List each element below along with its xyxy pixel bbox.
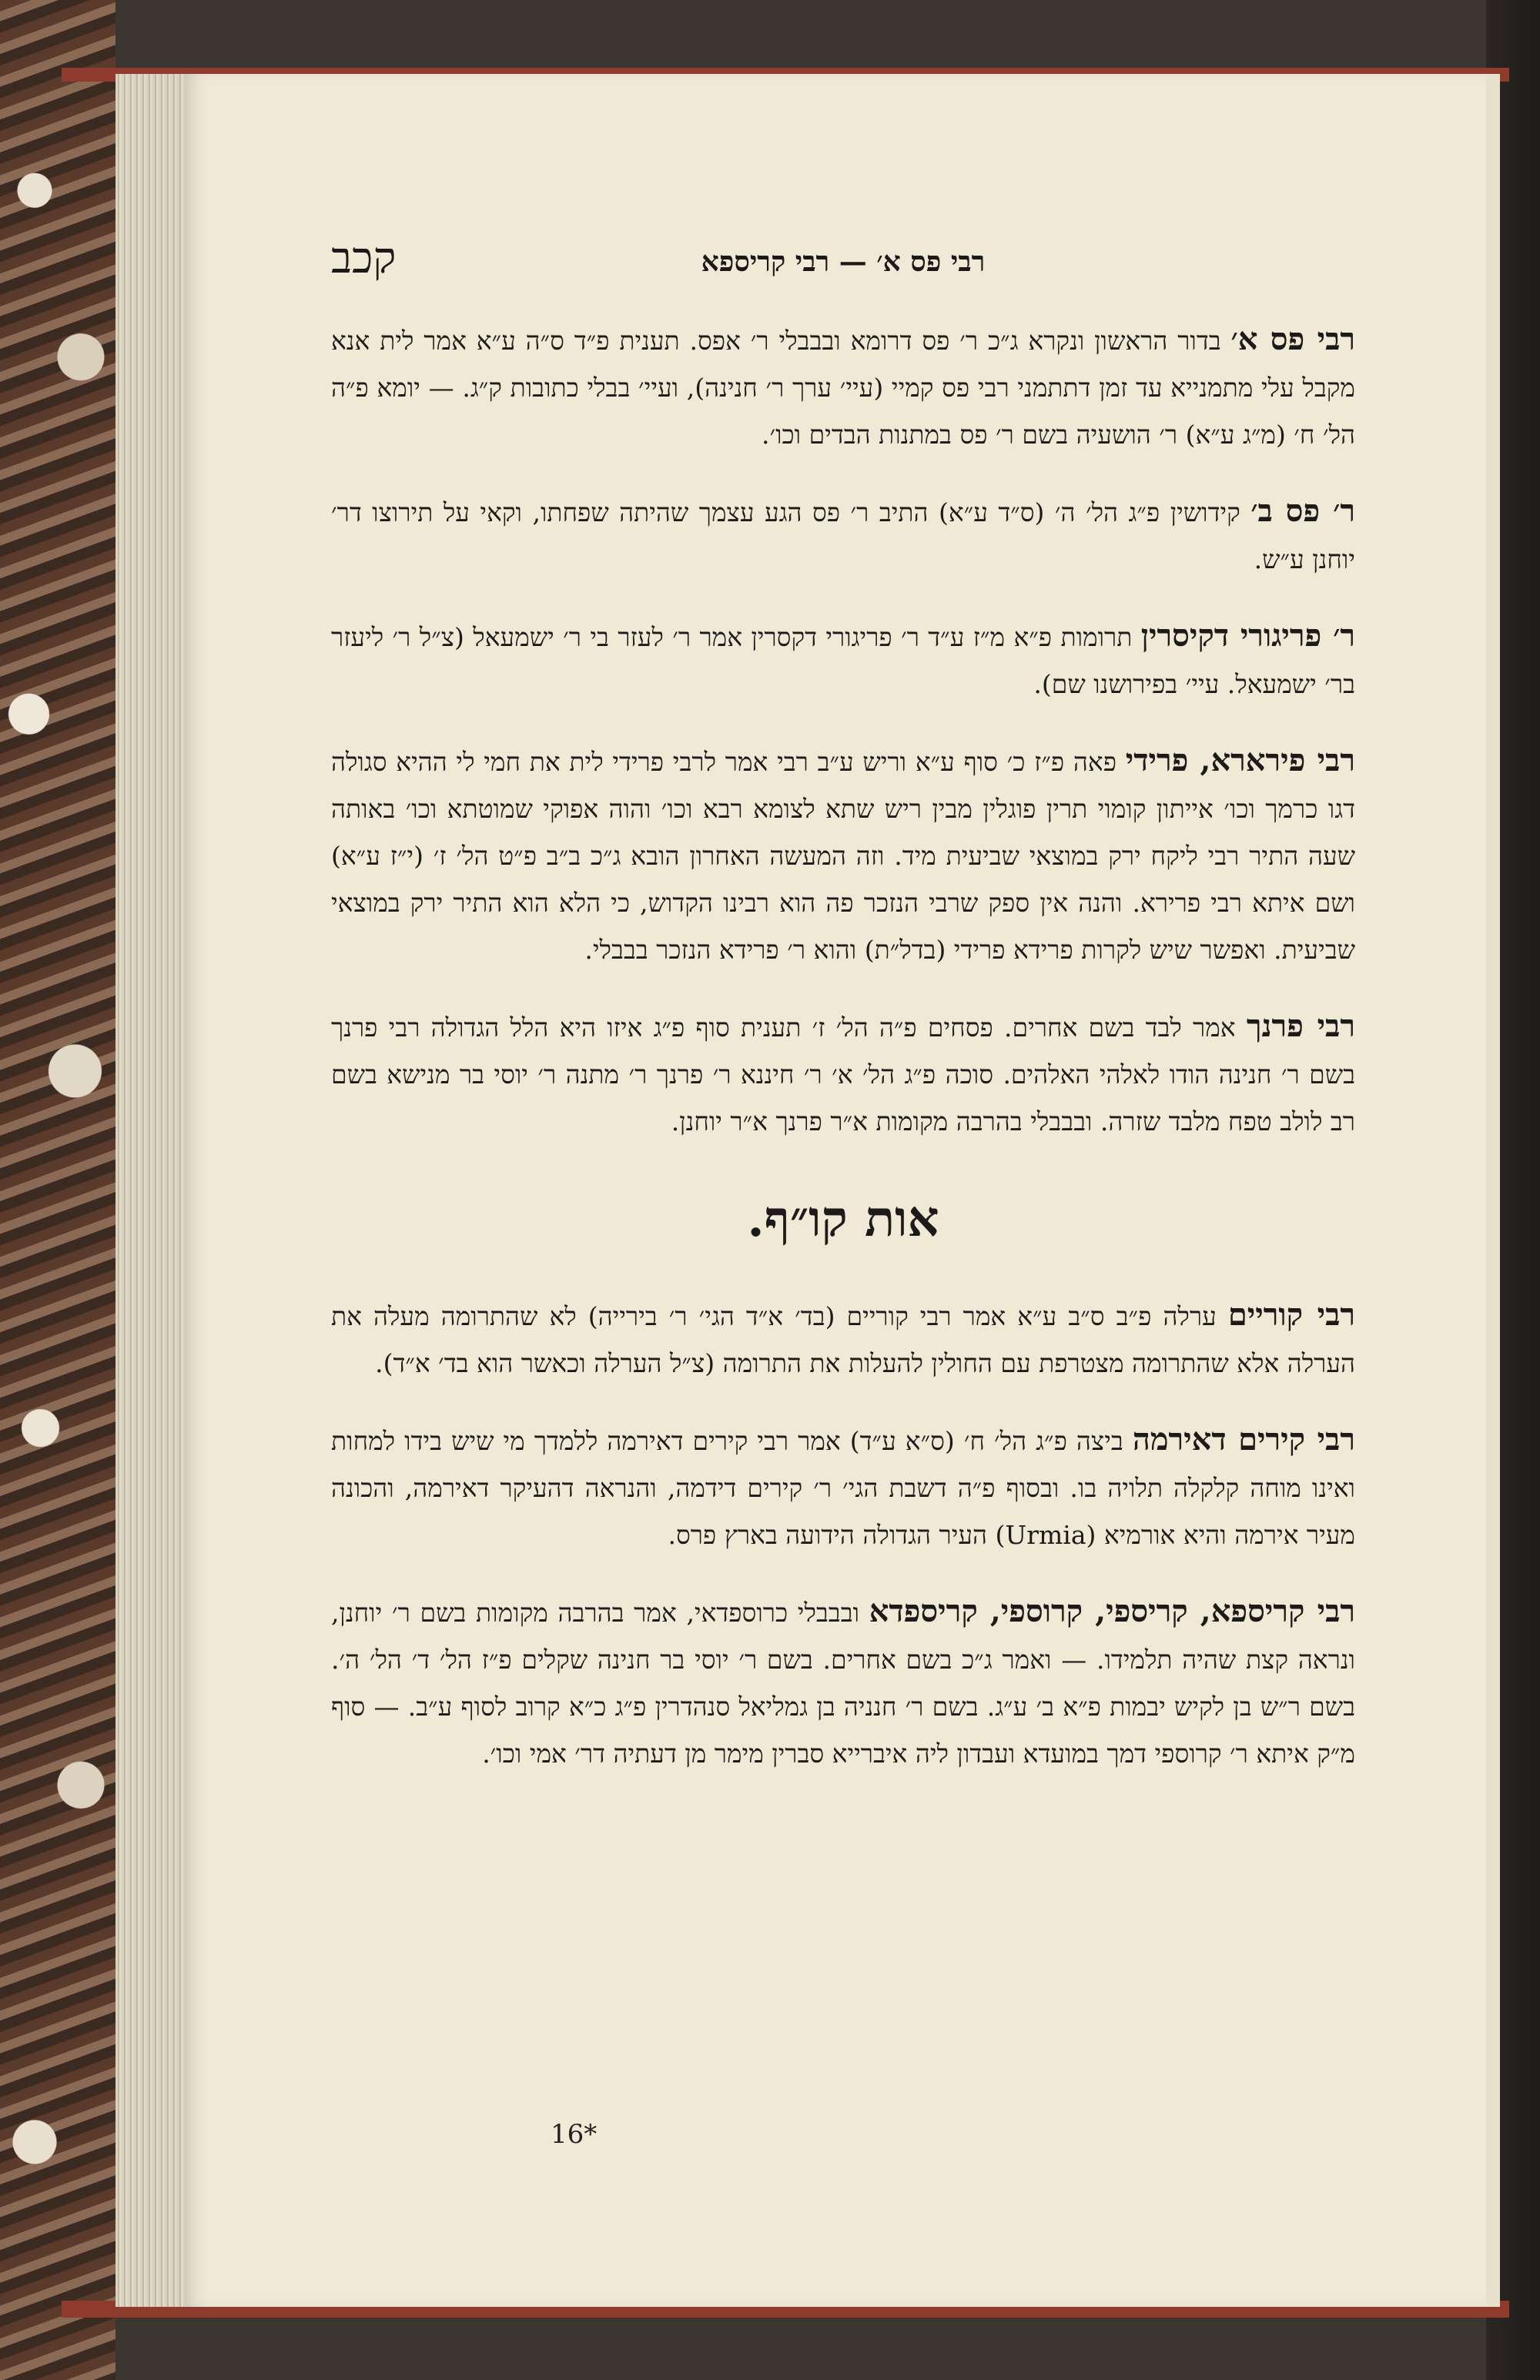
- entry-headword: ר׳ פריגורי דקיסרין: [1140, 618, 1355, 654]
- marbled-cover: [0, 0, 116, 2380]
- entry-text: ערלה פ״ב ס״ב ע״א אמר רבי קוריים (בד׳ א״ד הגי׳ ר׳ בירייה) לא שהתרומה מעלה את הערלה אלא שהתרומה מצטרפת עם החולין להעלות את התרומה (צ״ל הערלה וכאשר הוא בד׳ א״ד).: [331, 1301, 1355, 1378]
- entry-headword: רבי קריספא, קריספי, קרוספי, קריספדא: [869, 1593, 1355, 1629]
- next-page-edge: [1486, 74, 1500, 2307]
- entry-text: ובבבלי כרוספדאי, אמר בהרבה מקומות בשם ר׳ יוחנן, ונראה קצת שהיה תלמידו. — ואמר ג״כ בשם אחרים. בשם ר׳ יוסי בר חנינה שקלים פ״ז הל׳ ד׳ הל׳ ה׳. בשם ר״ש בן לקיש יבמות פ״א ב׳ ע״ג. בשם ר׳ חנניה בן גמליאל סנהדרין פ״ג כ״א קרוב לסוף ע״ב. — סוף מ״ק איתא ר׳ קרוספי דמך במועדא ועבדון ליה איברייא סברין מימר מן דעתיה דר׳ אמי וכו׳.: [331, 1598, 1355, 1769]
- entry-paragraph: [331, 612, 1355, 708]
- entry-paragraph: [331, 1588, 1355, 1777]
- entry-headword: רבי קירים דאירמה: [1132, 1421, 1355, 1458]
- entry-paragraph: [331, 487, 1355, 583]
- entry-headword: ר׳ פס ב׳: [1250, 493, 1355, 529]
- page-content: [331, 316, 1355, 1806]
- entry-paragraph: [331, 737, 1355, 973]
- running-title: רבי פס א׳ — רבי קריספא: [701, 246, 986, 278]
- entry-paragraph: [331, 1003, 1355, 1145]
- entry-text: ביצה פ״ג הל׳ ח׳ (ס״א ע״ד) אמר רבי קירים דאירמה ללמדך מי שיש בידו למחות ואינו מוחה קלקלה תלויה בו. ובסוף פ״ה דשבת הגי׳ ר׳ קירים דידמה, והנראה דהעיקר דאירמה, והכונה מעיר אירמה והיא אורמיא (Urmia) העיר הגדולה הידועה בארץ פרס.: [331, 1426, 1355, 1550]
- entry-text: פאה פ״ז כ׳ סוף ע״א וריש ע״ב רבי אמר לרבי פרידי לית את חמי לי ההיא סגולה דגו כרמך וכו׳ אייתון קומוי תרין פוגלין מבין ריש שתא לצומא רבא וכו׳ והוה אפוקי שמוטתא וכו׳ באותה שעה התיר רבי ליקח ירק במוצאי שביעית מיד. וזה המעשה האחרון הובא ג״כ ב״ב פ״ט הל׳ ז׳ (י״ז ע״א) ושם איתא רבי פרירא. והנה אין ספק שרבי הנזכר פה הוא רבינו הקדוש, כי הלא הוא התיר ירק במוצאי שביעית. ואפשר שיש לקרות פרידא פרידי (בדל״ת) והוא ר׳ פרידא הנזכר בבבלי.: [331, 747, 1355, 965]
- entry-headword: רבי פירארא, פרידי: [1125, 742, 1355, 778]
- entry-text: בדור הראשון ונקרא ג״כ ר׳ פס דרומא ובבבלי ר׳ אפס. תענית פ״ד ס״ה ע״א אמר לית אנא מקבל עלי מתמנייא עד זמן דתתמני רבי פס קמיי (עיי׳ ערך ר׳ חנינה), ועיי׳ בבלי כתובות ק״ג. — יומא פ״ה הל׳ ח׳ (מ״ג ע״א) ר׳ הושעיה בשם ר׳ פס במתנות הבדים וכו׳.: [331, 326, 1355, 450]
- page-number: קכב: [331, 233, 397, 283]
- entry-headword: רבי קוריים: [1227, 1297, 1355, 1333]
- page-edges: [116, 74, 189, 2307]
- entry-paragraph: [331, 1416, 1355, 1558]
- entry-text: תרומות פ״א מ״ז ע״ד ר׳ פריגורי דקסרין אמר ר׳ לעזר בי ר׳ ישמעאל (צ״ל ר׳ ליעזר בר׳ ישמעאל. עיי׳ בפירושנו שם).: [331, 622, 1355, 699]
- entry-text: קידושין פ״ג הל׳ ה׳ (ס״ד ע״א) התיב ר׳ פס הגע עצמך שהיתה שפחתו, וקאי על תירוצו דר׳ יוחנן ע״ש.: [331, 497, 1355, 574]
- entry-text: אמר לבד בשם אחרים. פסחים פ״ה הל׳ ז׳ תענית סוף פ״ג איזו היא הלל הגדולה רבי פרנך בשם ר׳ חנינה הודו לאלהי האלהים. סוכה פ״ג הל׳ א׳ ר׳ חיננא ר׳ פרנך ר׳ מתנה ר׳ יוסי בר מנישא בשם רב לולב טפח מלבד שזרה. ובבבלי בהרבה מקומות א״ר פרנך א״ר יוחנן.: [331, 1013, 1355, 1136]
- entry-paragraph: [331, 1291, 1355, 1387]
- entry-headword: רבי פס א׳: [1230, 321, 1355, 357]
- signature-mark: 16*: [551, 2119, 598, 2150]
- entry-paragraph: [331, 316, 1355, 458]
- entry-headword: רבי פרנך: [1246, 1008, 1355, 1044]
- section-title: אות קו״ף.: [747, 1190, 939, 1248]
- running-head: [331, 235, 1355, 289]
